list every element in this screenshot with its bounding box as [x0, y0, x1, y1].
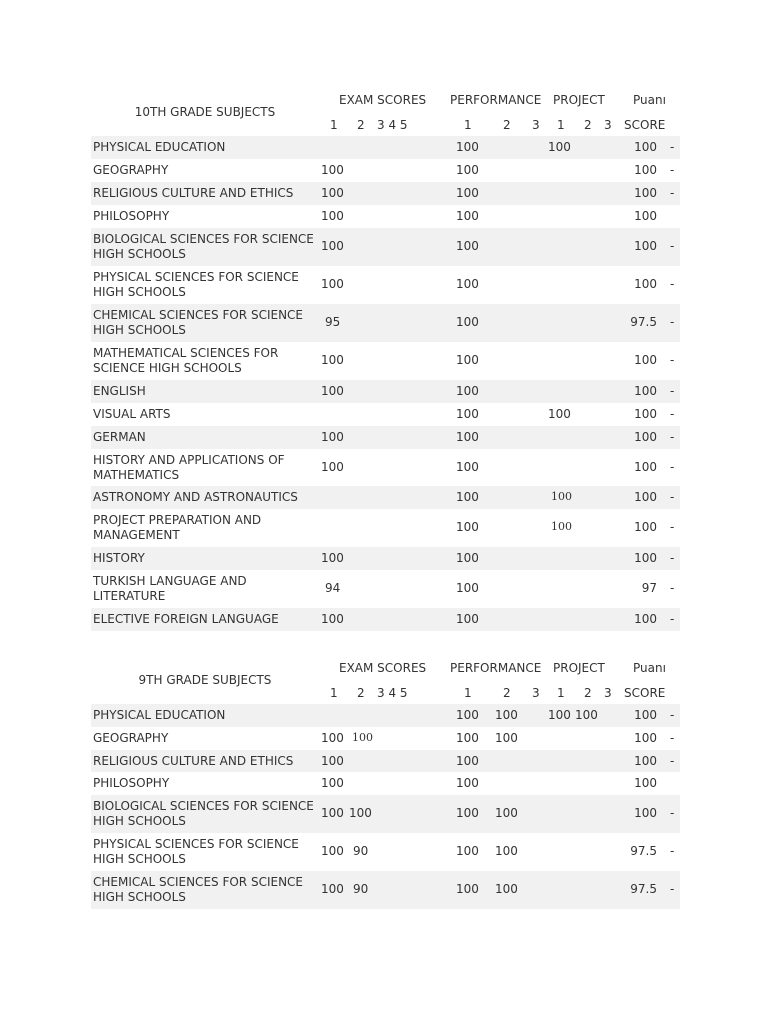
subject-name: PHILOSOPHY: [93, 776, 170, 790]
final-score: 100: [634, 708, 657, 722]
subject-name: PHYSICAL SCIENCES FOR SCIENCE HIGH SCHOOLS: [93, 837, 299, 866]
performance-1: 100: [456, 551, 479, 565]
exam-1: 100: [321, 731, 344, 745]
final-score: 100: [634, 277, 657, 291]
score-header: SCORE: [624, 118, 666, 132]
perf-col-2: 2: [503, 686, 511, 700]
table-row: [91, 304, 680, 342]
table-row: [91, 486, 680, 509]
subject-name: HISTORY AND APPLICATIONS OF MATHEMATICS: [93, 453, 285, 482]
table-row: [91, 547, 680, 570]
final-score: 100: [634, 612, 657, 626]
exam-2: 100: [349, 806, 372, 820]
final-score: 100: [634, 209, 657, 223]
subject-name: ENGLISH: [93, 384, 146, 398]
table-row: [91, 727, 680, 750]
subject-name: PHYSICAL SCIENCES FOR SCIENCE HIGH SCHOOLS: [93, 270, 299, 299]
performance-1: 100: [456, 581, 479, 595]
performance-1: 100: [456, 209, 479, 223]
proj-col-1: 1: [557, 686, 565, 700]
project-1: 100: [548, 708, 571, 722]
row-dash: -: [670, 551, 675, 565]
final-score: 100: [634, 806, 657, 820]
performance-1: 100: [456, 315, 479, 329]
exam-2: 90: [353, 844, 369, 858]
subject-name: PROJECT PREPARATION AND MANAGEMENT: [93, 513, 262, 542]
project-header: PROJECT: [553, 93, 605, 107]
exam-1: 100: [321, 277, 344, 291]
table-title: 10TH GRADE SUBJECTS: [134, 105, 276, 119]
row-dash: -: [670, 315, 675, 329]
row-dash: -: [670, 407, 675, 421]
subject-name: RELIGIOUS CULTURE AND ETHICS: [93, 754, 294, 768]
table-row: [91, 772, 680, 795]
project-1: 100: [548, 407, 571, 421]
performance-1: 100: [456, 612, 479, 626]
performance-1: 100: [456, 754, 479, 768]
puani-header: Puanı: [633, 661, 666, 675]
subject-name: GERMAN: [93, 430, 146, 444]
exam-1: 100: [321, 551, 344, 565]
exam-1: 95: [325, 315, 341, 329]
performance-header: PERFORMANCE: [450, 93, 542, 107]
row-dash: -: [670, 430, 675, 444]
final-score: 100: [634, 407, 657, 421]
project-header: PROJECT: [553, 661, 605, 675]
row-dash: -: [670, 490, 675, 504]
performance-1: 100: [456, 163, 479, 177]
table-row: [91, 159, 680, 182]
subject-name: PHILOSOPHY: [93, 209, 170, 223]
final-score: 100: [634, 490, 657, 504]
perf-col-3: 3: [532, 118, 540, 132]
final-score: 100: [634, 551, 657, 565]
proj-col-2: 2: [584, 686, 592, 700]
final-score: 100: [634, 460, 657, 474]
performance-1: 100: [456, 806, 479, 820]
final-score: 100: [634, 520, 657, 534]
exam-1: 100: [321, 844, 344, 858]
final-score: 100: [634, 163, 657, 177]
row-dash: -: [670, 460, 675, 474]
performance-1: 100: [456, 776, 479, 790]
final-score: 97: [641, 581, 657, 595]
exam-1: 100: [321, 186, 344, 200]
proj-col-3: 3: [604, 686, 612, 700]
perf-col-2: 2: [503, 118, 511, 132]
performance-2: 100: [495, 844, 518, 858]
final-score: 100: [634, 353, 657, 367]
exam-1: 100: [321, 239, 344, 253]
final-score: 100: [634, 140, 657, 154]
final-score: 100: [634, 754, 657, 768]
puani-header: Puanı: [633, 93, 666, 107]
table-row: [91, 795, 680, 833]
proj-col-3: 3: [604, 118, 612, 132]
exam-1: 100: [321, 430, 344, 444]
row-dash: -: [670, 277, 675, 291]
row-dash: -: [670, 384, 675, 398]
table-row: [91, 205, 680, 228]
table-row: [91, 509, 680, 547]
row-dash: -: [670, 612, 675, 626]
final-score: 100: [634, 186, 657, 200]
row-dash: -: [670, 239, 675, 253]
exam-1: 100: [321, 776, 344, 790]
table-row: [91, 266, 680, 304]
row-dash: -: [670, 844, 675, 858]
performance-2: 100: [495, 806, 518, 820]
subject-name: GEOGRAPHY: [93, 163, 169, 177]
final-score: 100: [634, 384, 657, 398]
exam-2: 100: [352, 731, 373, 744]
row-dash: -: [670, 140, 675, 154]
final-score: 100: [634, 430, 657, 444]
subject-name: CHEMICAL SCIENCES FOR SCIENCE HIGH SCHOOLS: [93, 875, 304, 904]
table-row: [91, 449, 680, 486]
table-row: [91, 704, 680, 727]
perf-col-3: 3: [532, 686, 540, 700]
row-dash: -: [670, 806, 675, 820]
project-1: 100: [548, 140, 571, 154]
table-row: [91, 403, 680, 426]
performance-2: 100: [495, 882, 518, 896]
table-row: [91, 871, 680, 909]
final-score: 100: [634, 731, 657, 745]
subject-name: PHYSICAL EDUCATION: [93, 140, 226, 154]
final-score: 97.5: [630, 844, 657, 858]
final-score: 97.5: [630, 315, 657, 329]
table-row: [91, 342, 680, 380]
exam-scores-header: EXAM SCORES: [339, 93, 427, 107]
subject-name: ELECTIVE FOREIGN LANGUAGE: [93, 612, 279, 626]
table-row: [91, 182, 680, 205]
table-row: [91, 833, 680, 871]
subject-name: CHEMICAL SCIENCES FOR SCIENCE HIGH SCHOOLS: [93, 308, 304, 337]
perf-col-1: 1: [464, 118, 472, 132]
table-row: [91, 228, 680, 266]
table-row: [91, 136, 680, 159]
performance-1: 100: [456, 844, 479, 858]
final-score: 100: [634, 239, 657, 253]
subject-name: TURKISH LANGUAGE AND LITERATURE: [93, 574, 247, 603]
row-dash: -: [670, 520, 675, 534]
row-dash: -: [670, 163, 675, 177]
grade-10-table: [91, 88, 680, 631]
proj-col-2: 2: [584, 118, 592, 132]
performance-2: 100: [495, 708, 518, 722]
performance-1: 100: [456, 186, 479, 200]
subject-name: ASTRONOMY AND ASTRONAUTICS: [93, 490, 298, 504]
performance-1: 100: [456, 882, 479, 896]
performance-1: 100: [456, 731, 479, 745]
table-row: [91, 570, 680, 608]
row-dash: -: [670, 186, 675, 200]
project-1: 100: [551, 520, 572, 533]
exam-1: 100: [321, 754, 344, 768]
row-dash: -: [670, 754, 675, 768]
performance-1: 100: [456, 520, 479, 534]
subject-name: VISUAL ARTS: [93, 407, 171, 421]
performance-1: 100: [456, 239, 479, 253]
subject-name: BIOLOGICAL SCIENCES FOR SCIENCE HIGH SCHOOLS: [93, 799, 314, 828]
table-title: 9TH GRADE SUBJECTS: [138, 673, 272, 687]
exam-col-2: 2: [357, 686, 365, 700]
grade-9-table: [91, 656, 680, 909]
performance-1: 100: [456, 460, 479, 474]
row-dash: -: [670, 731, 675, 745]
performance-1: 100: [456, 708, 479, 722]
exam-col-2: 2: [357, 118, 365, 132]
table-header: [91, 656, 680, 704]
score-header: SCORE: [624, 686, 666, 700]
proj-col-1: 1: [557, 118, 565, 132]
exam-col-1: 1: [330, 686, 338, 700]
exam-1: 100: [321, 163, 344, 177]
performance-header: PERFORMANCE: [450, 661, 542, 675]
subject-name: RELIGIOUS CULTURE AND ETHICS: [93, 186, 294, 200]
performance-1: 100: [456, 353, 479, 367]
row-dash: -: [670, 708, 675, 722]
performance-2: 100: [495, 731, 518, 745]
subject-name: MATHEMATICAL SCIENCES FOR SCIENCE HIGH SCHOOLS: [93, 346, 279, 375]
performance-1: 100: [456, 140, 479, 154]
exam-1: 100: [321, 209, 344, 223]
subject-name: HISTORY: [93, 551, 145, 565]
performance-1: 100: [456, 384, 479, 398]
perf-col-1: 1: [464, 686, 472, 700]
table-row: [91, 426, 680, 449]
exam-1: 100: [321, 353, 344, 367]
exam-1: 100: [321, 460, 344, 474]
row-dash: -: [670, 882, 675, 896]
project-1: 100: [551, 490, 572, 503]
subject-name: GEOGRAPHY: [93, 731, 169, 745]
exam-1: 100: [321, 806, 344, 820]
exam-col-345: 3 4 5: [377, 118, 408, 132]
exam-1: 94: [325, 581, 341, 595]
performance-1: 100: [456, 490, 479, 504]
row-dash: -: [670, 353, 675, 367]
exam-1: 100: [321, 612, 344, 626]
subject-name: BIOLOGICAL SCIENCES FOR SCIENCE HIGH SCHOOLS: [93, 232, 314, 261]
row-dash: -: [670, 581, 675, 595]
exam-col-345: 3 4 5: [377, 686, 408, 700]
table-row: [91, 380, 680, 403]
table-header: [91, 88, 680, 136]
performance-1: 100: [456, 277, 479, 291]
final-score: 97.5: [630, 882, 657, 896]
performance-1: 100: [456, 430, 479, 444]
exam-scores-header: EXAM SCORES: [339, 661, 427, 675]
final-score: 100: [634, 776, 657, 790]
exam-col-1: 1: [330, 118, 338, 132]
subject-name: PHYSICAL EDUCATION: [93, 708, 226, 722]
table-row: [91, 608, 680, 631]
exam-1: 100: [321, 882, 344, 896]
exam-2: 90: [353, 882, 369, 896]
performance-1: 100: [456, 407, 479, 421]
table-row: [91, 750, 680, 772]
exam-1: 100: [321, 384, 344, 398]
project-2: 100: [575, 708, 598, 722]
